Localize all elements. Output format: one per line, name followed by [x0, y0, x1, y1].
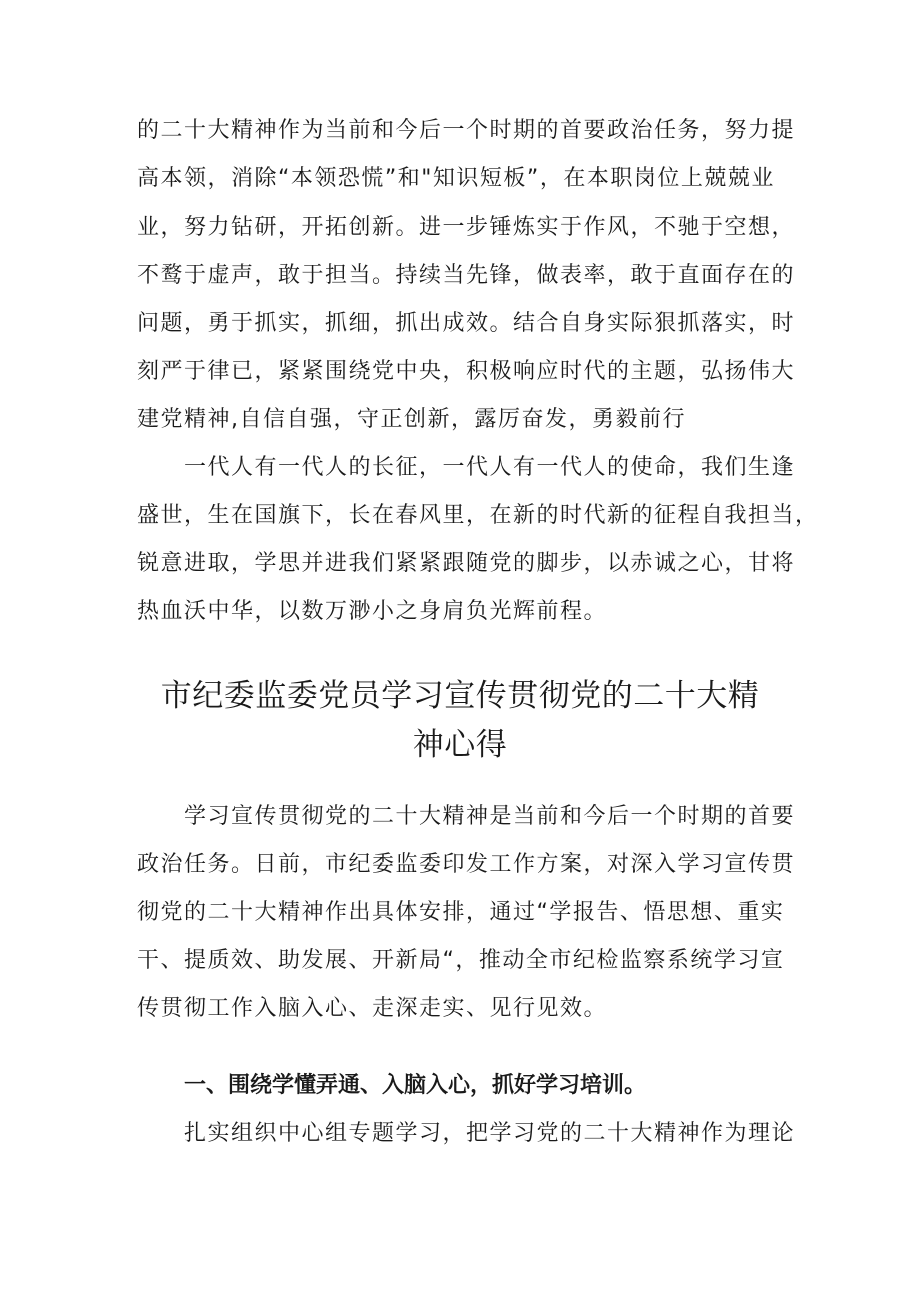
paragraph-line: 热血沃中华，以数万渺小之身肩负光辉前程。: [137, 599, 608, 624]
paragraph-line: 的二十大精神作为当前和今后一个时期的首要政治任务，努力提: [137, 118, 796, 143]
paragraph-line: 建党精神,自信自强，守正创新，露厉奋发，勇毅前行: [137, 407, 686, 432]
title-line: 神心得: [412, 727, 508, 763]
paragraph-line: 学习宣传贯彻党的二十大精神是当前和今后一个时期的首要: [184, 804, 796, 829]
paragraph-line: 盛世，生在国旗下，长在春风里，在新的时代新的征程自我担当，: [137, 503, 819, 528]
paragraph-line: 高本领，消除“本领恐慌”和"知识短板”，在本职岗位上兢兢业: [137, 166, 775, 191]
paragraph-line: 政治任务。日前，市纪委监委印发工作方案，对深入学习宣传贯: [137, 852, 796, 877]
section-heading: 一、围绕学懂弄通、入脑入心，抓好学习培训。: [184, 1073, 647, 1098]
paragraph-line: 刻严于律已，紧紧围绕党中央，积极响应时代的主题，弘扬伟大: [137, 359, 796, 384]
paragraph-line: 业，努力钻研，开拓创新。进一步锤炼实于作风，不驰于空想，: [137, 215, 796, 240]
paragraph-line: 问题，勇于抓实，抓细，抓出成效。结合自身实际狠抓落实，时: [137, 311, 796, 336]
paragraph-line: 扎实组织中心组专题学习，把学习党的二十大精神作为理论: [184, 1121, 796, 1146]
paragraph-line: 彻党的二十大精神作出具体安排，通过“学报告、悟思想、重实: [137, 900, 785, 925]
paragraph-line: 锐意进取，学思并进我们紧紧跟随党的脚步，以赤诚之心，甘将: [137, 551, 796, 576]
paragraph-line: 一代人有一代人的长征，一代人有一代人的使命，我们生逢: [184, 455, 796, 480]
paragraph-line: 干、提质效、助发展、开新局“，推动全市纪检监察系统学习宣: [137, 948, 785, 973]
title-line: 市纪委监委党员学习宣传贯彻党的二十大精: [160, 678, 760, 714]
paragraph-line: 传贯彻工作入脑入心、走深走实、见行见效。: [137, 996, 608, 1021]
paragraph-line: 不鹜于虚声，敢于担当。持续当先锋，做表率，敢于直面存在的: [137, 263, 796, 288]
